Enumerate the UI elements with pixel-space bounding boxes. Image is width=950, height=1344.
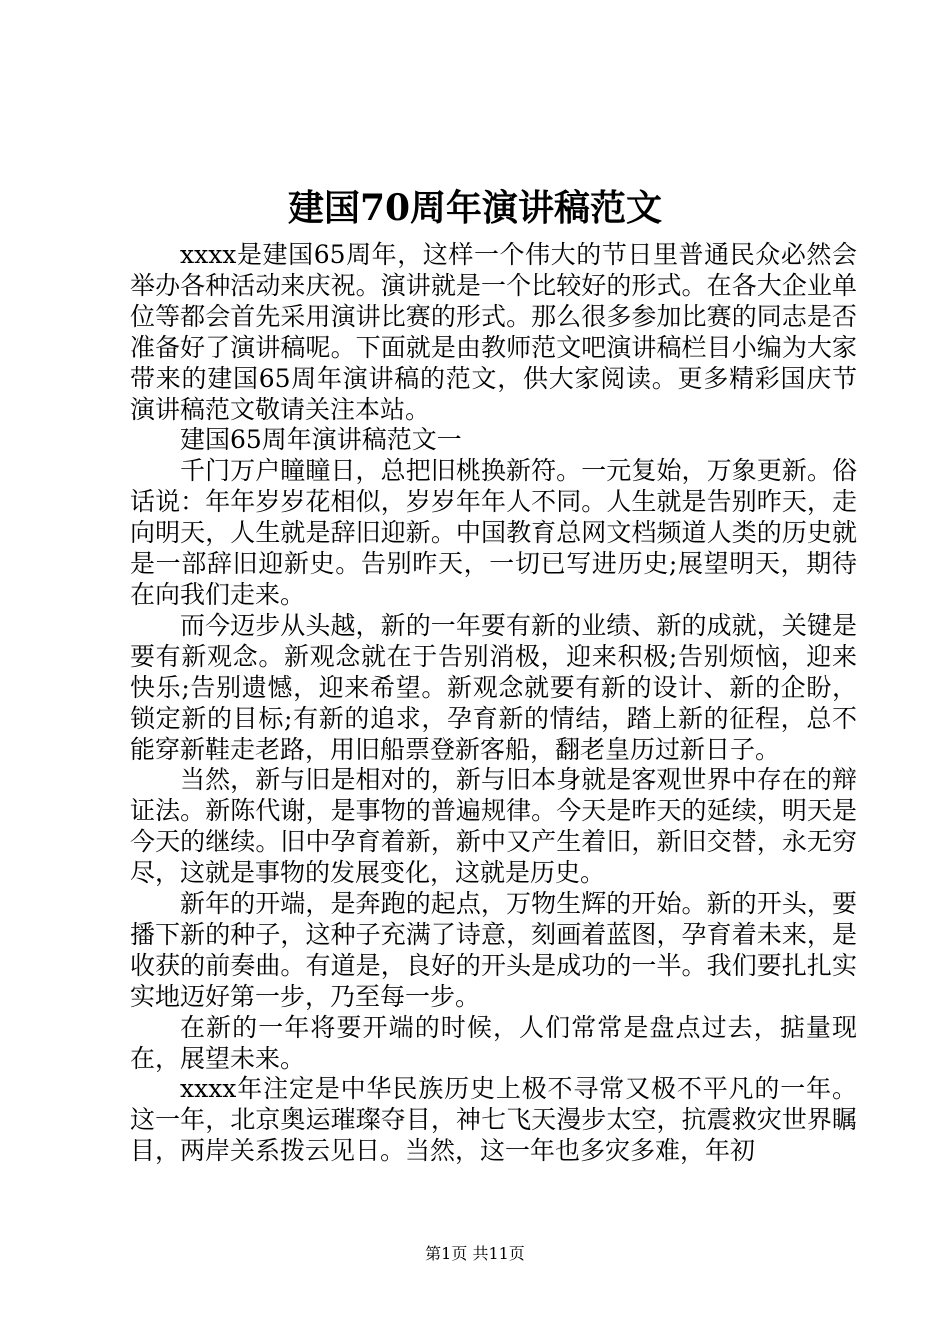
document-body (130, 240, 857, 1167)
paragraph: 在新的一年将要开端的时候，人们常常是盘点过去，掂量现在，展望未来。 (130, 1012, 857, 1073)
paragraph: 新年的开端，是奔跑的起点，万物生辉的开始。新的开头，要播下新的种子，这种子充满了诗意，刻画着蓝图，孕育着未来，是收获的前奏曲。有道是，良好的开头是成功的一半。我们要扎扎实实地迈好第一步，乃至每一步。 (130, 889, 857, 1011)
document-title: 建国70周年演讲稿范文 (287, 187, 663, 229)
paragraph-section-heading: 建国65周年演讲稿范文一 (180, 425, 462, 455)
paragraph: 而今迈步从头越，新的一年要有新的业绩、新的成就，关键是要有新观念。新观念就在于告别消极，迎来积极;告别烦恼，迎来快乐;告别遗憾，迎来希望。新观念就要有新的设计、新的企盼，锁定新的目标;有新的追求，孕育新的情结，踏上新的征程，总不能穿新鞋走老路，用旧船票登新客船，翻老皇历过新日子。 (130, 610, 857, 764)
paragraph: 千门万户瞳瞳日，总把旧桃换新符。一元复始，万象更新。俗话说：年年岁岁花相似，岁岁年年人不同。人生就是告别昨天，走向明天，人生就是辞旧迎新。中国教育总网文档频道人类的历史就是一部辞旧迎新史。告别昨天，一切已写进历史;展望明天，期待在向我们走来。 (130, 456, 857, 609)
paragraph-intro: xxxx是建国65周年，这样一个伟大的节日里普通民众必然会举办各种活动来庆祝。演讲就是一个比较好的形式。在各大企业单位等都会首先采用演讲比赛的形式。那么很多参加比赛的同志是否准备好了演讲稿呢。下面就是由教师范文吧演讲稿栏目小编为大家带来的建国65周年演讲稿的范文，供大家阅读。更多精彩国庆节演讲稿范文敬请关注本站。 (130, 240, 857, 424)
paragraph: xxxx年注定是中华民族历史上极不寻常又极不平凡的一年。这一年，北京奥运璀璨夺目，神七飞天漫步太空，抗震救灾世界瞩目，两岸关系拨云见日。当然，这一年也多灾多难，年初 (130, 1074, 857, 1166)
page-number-footer: 第1页 共11页 (425, 1244, 525, 1263)
paragraph: 当然，新与旧是相对的，新与旧本身就是客观世界中存在的辩证法。新陈代谢，是事物的普遍规律。今天是昨天的延续，明天是今天的继续。旧中孕育着新，新中又产生着旧，新旧交替，永无穷尽，这就是事物的发展变化，这就是历史。 (130, 765, 857, 888)
